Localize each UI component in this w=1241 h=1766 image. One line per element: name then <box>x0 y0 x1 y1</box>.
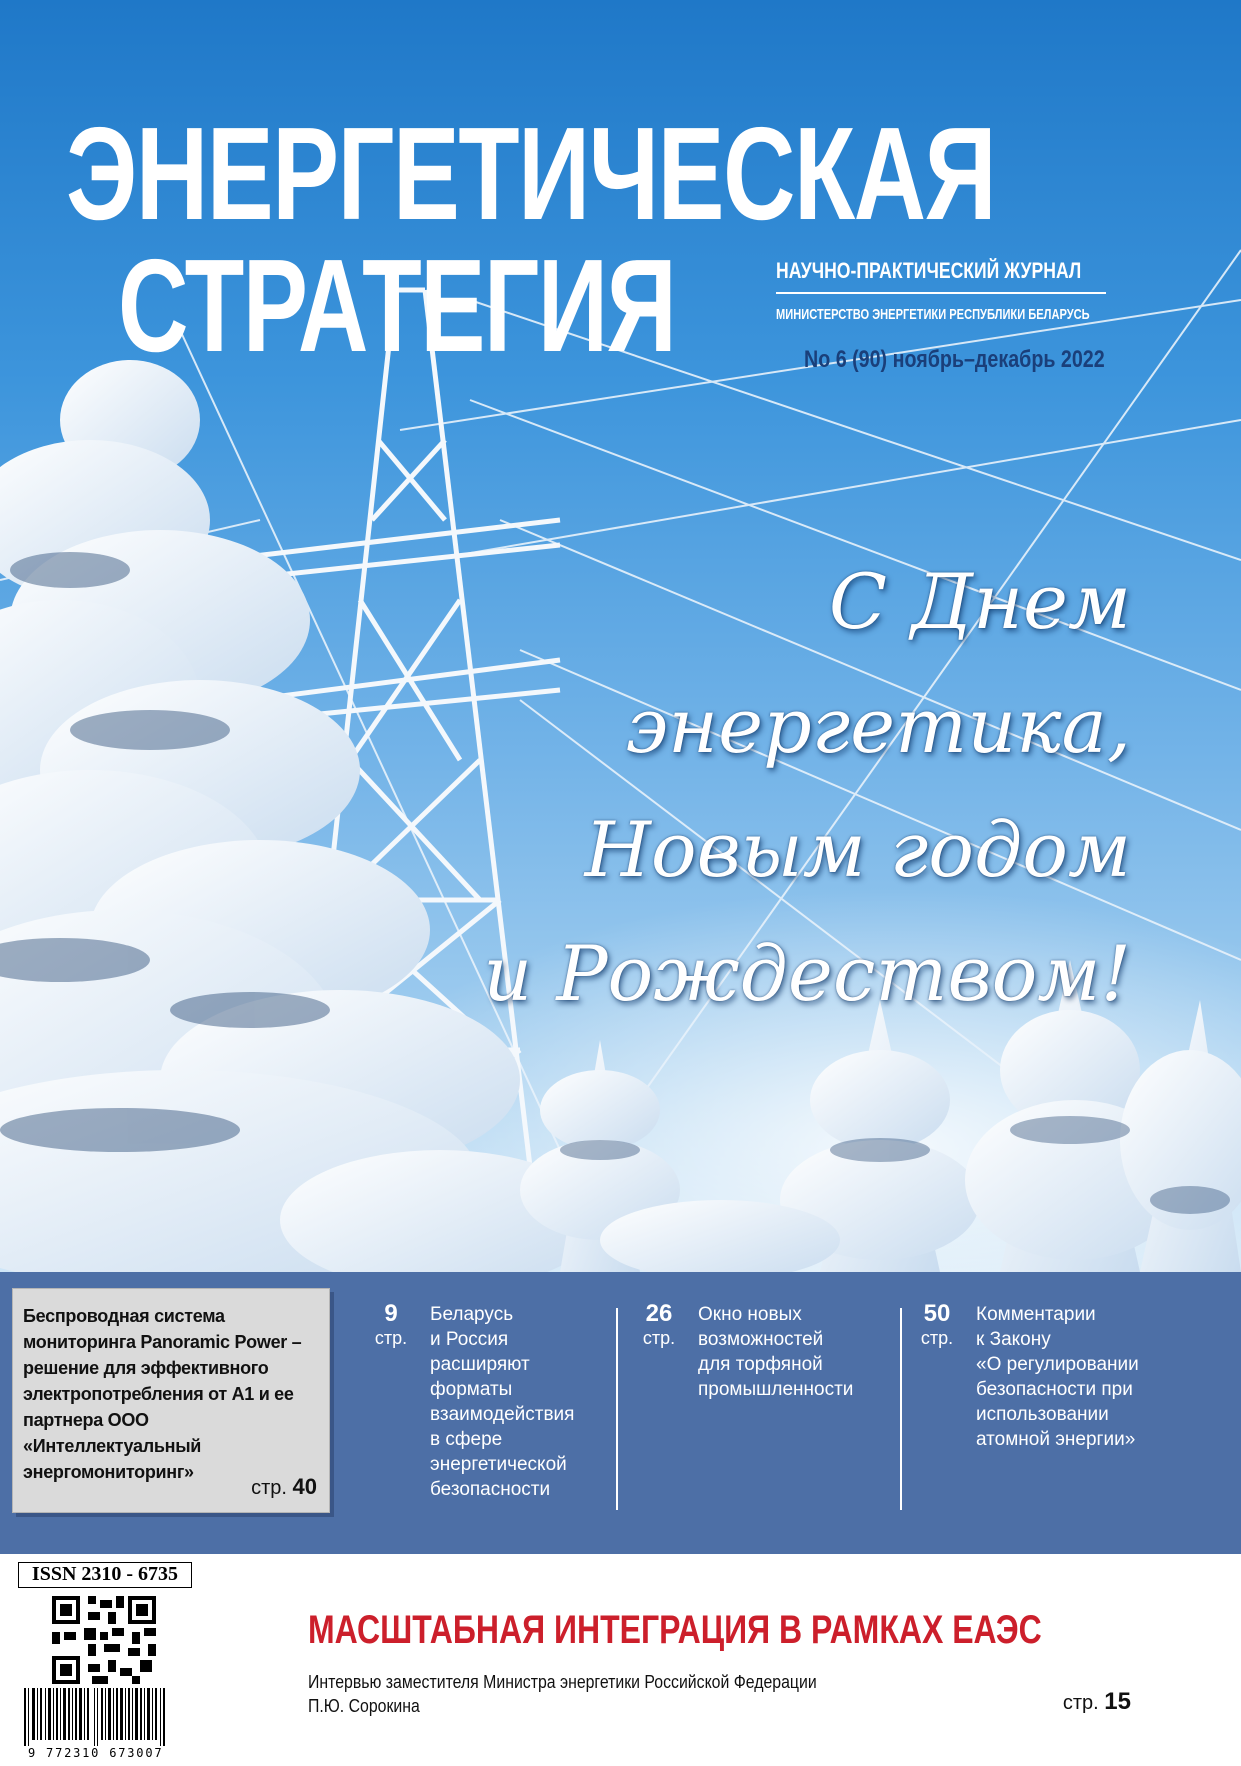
teaser-divider <box>616 1308 618 1510</box>
lead-subtitle: Интервью заместителя Министра энергетики Российской Федерации П.Ю. Сорокина <box>308 1672 817 1716</box>
barcode-digits: 9 772310 673007 <box>28 1746 164 1760</box>
promo-text: Беспроводная система мониторинга Panoramic Power – решение для эффективного электропотребления от А1 и ее партнера ООО «Интеллектуальный энергомониторинг» <box>23 1306 302 1482</box>
promo-page-ref <box>251 1474 317 1500</box>
lead-page-ref <box>1063 1688 1131 1716</box>
qr-code-icon <box>52 1596 156 1684</box>
promo-page-number: 40 <box>292 1474 317 1499</box>
masthead-title-line1: ЭНЕРГЕТИЧЕСКАЯ <box>66 100 996 247</box>
lead-page-number: 15 <box>1104 1688 1131 1715</box>
subtitle-rule <box>776 292 1106 294</box>
teaser-page-label: стр. <box>920 1328 954 1348</box>
teaser-page-number: 9 <box>384 1300 398 1327</box>
teaser-page-number: 26 <box>645 1300 673 1327</box>
greeting-line: Новым годом <box>584 805 1131 894</box>
teaser-divider <box>900 1308 902 1510</box>
teaser-text: Комментарии к Закону «О регулировании безопасности при использовании атомной энергии» <box>976 1304 1139 1450</box>
journal-subtitle: НАУЧНО-ПРАКТИЧЕСКИЙ ЖУРНАЛ <box>776 258 1082 283</box>
greeting-line: энергетика, <box>625 681 1131 770</box>
teaser-text: Беларусь и Россия расширяют форматы взаимодействия в сфере энергетической безопасности <box>430 1304 575 1500</box>
teaser-page-number: 50 <box>923 1300 951 1327</box>
greeting-line: и Рождеством! <box>483 929 1131 1018</box>
issue-number: No 6 (90) ноябрь–декабрь 2022 <box>804 346 1105 373</box>
teaser-page-label: стр. <box>374 1328 408 1348</box>
teaser-text: Окно новых возможностей для торфяной промышленности <box>698 1304 854 1400</box>
barcode-icon <box>24 1688 174 1746</box>
lead-page-prefix: стр. <box>1062 1692 1099 1714</box>
contents-strip <box>0 1272 1241 1554</box>
lead-headline: МАСШТАБНАЯ ИНТЕГРАЦИЯ В РАМКАХ ЕАЭС <box>308 1608 1042 1652</box>
promo-page-prefix: стр. <box>251 1477 287 1499</box>
teaser-page-label: стр. <box>642 1328 676 1348</box>
holiday-greeting <box>483 540 1131 1036</box>
greeting-line: С Днем <box>828 557 1131 646</box>
promo-box <box>12 1288 330 1513</box>
publisher-ministry: МИНИСТЕРСТВО ЭНЕРГЕТИКИ РЕСПУБЛИКИ БЕЛАРУСЬ <box>776 306 1090 323</box>
issn-box: ISSN 2310 - 6735 <box>18 1562 192 1588</box>
masthead-title-line2: СТРАТЕГИЯ <box>118 232 676 379</box>
